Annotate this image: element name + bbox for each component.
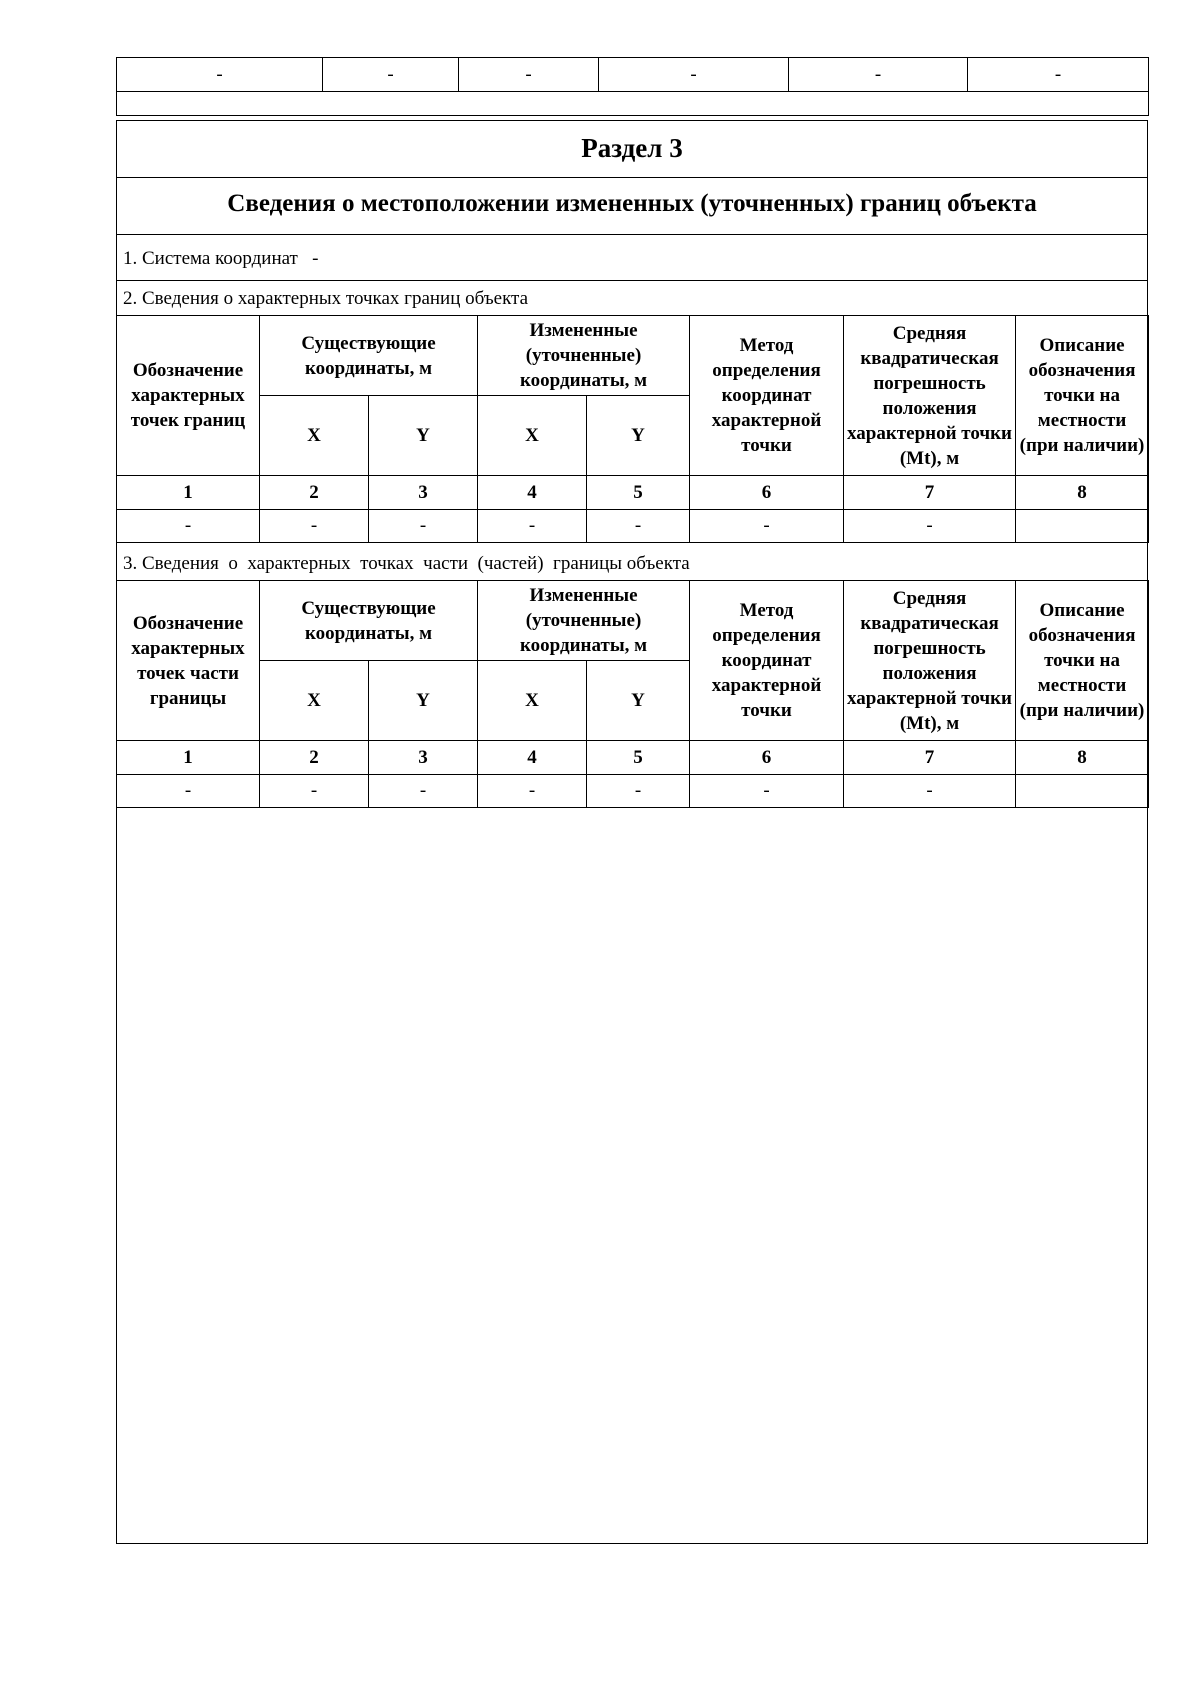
points-table [116,315,1149,543]
table-cell: - [369,510,478,543]
divider [116,177,1148,178]
table-cell: - [587,510,690,543]
column-number: 8 [1016,476,1149,510]
column-number: 4 [478,741,587,775]
part-points-table [116,580,1149,808]
column-number: 8 [1016,741,1149,775]
table-cell: - [117,510,260,543]
top-cell: - [599,58,789,92]
table-cell [1016,775,1149,808]
col-existing-coords: Существующие координаты, м [260,581,478,661]
table1-caption: 2. Сведения о характерных точках границ объекта [123,288,529,309]
divider [116,234,1148,235]
column-number: 5 [587,476,690,510]
table-cell: - [260,510,369,543]
column-number: 2 [260,476,369,510]
table-cell [1016,510,1149,543]
section-title: Раздел 3 [581,133,683,163]
table-cell: - [478,775,587,808]
divider [116,280,1148,281]
column-number: 5 [587,741,690,775]
table-cell: - [260,775,369,808]
col-x-changed: X [478,396,587,476]
col-method: Метод определения координат характерной точки [690,316,844,476]
col-x-existing: X [260,396,369,476]
column-number: 6 [690,741,844,775]
top-cell: - [117,58,323,92]
col-changed-coords: Измененные (уточненные) координаты, м [478,581,690,661]
col-mean-error: Средняя квадратическая погрешность положения характерной точки (Mt), м [844,581,1016,741]
column-number: 3 [369,741,478,775]
table2-caption: 3. Сведения о характерных точках части (частей) границы объекта [123,553,690,574]
table-cell: - [478,510,587,543]
column-number: 1 [117,741,260,775]
table-cell: - [117,775,260,808]
top-empty-row [117,92,1149,116]
column-number: 3 [369,476,478,510]
col-method: Метод определения координат характерной точки [690,581,844,741]
table-cell: - [369,775,478,808]
col-point-designation: Обозначение характерных точек границ [117,316,260,476]
column-number: 7 [844,741,1016,775]
col-x-changed: X [478,661,587,741]
table-cell: - [690,775,844,808]
top-cell: - [968,58,1149,92]
col-y-changed: Y [587,396,690,476]
section-subtitle: Сведения о местоположении измененных (уточненных) границ объекта [227,190,1037,217]
table-cell: - [587,775,690,808]
col-y-existing: Y [369,661,478,741]
col-point-designation: Обозначение характерных точек части границы [117,581,260,741]
col-existing-coords: Существующие координаты, м [260,316,478,396]
column-number: 6 [690,476,844,510]
table-cell: - [844,775,1016,808]
col-x-existing: X [260,661,369,741]
coord-system: 1. Система координат - [123,248,319,269]
col-description: Описание обозначения точки на местности (при наличии) [1016,316,1149,476]
top-cell: - [789,58,968,92]
table-cell: - [844,510,1016,543]
top-cell: - [459,58,599,92]
column-number: 1 [117,476,260,510]
col-mean-error: Средняя квадратическая погрешность положения характерной точки (Mt), м [844,316,1016,476]
table-cell: - [690,510,844,543]
col-y-changed: Y [587,661,690,741]
col-description: Описание обозначения точки на местности (при наличии) [1016,581,1149,741]
col-changed-coords: Измененные (уточненные) координаты, м [478,316,690,396]
column-number: 4 [478,476,587,510]
top-table [116,57,1149,116]
column-number: 7 [844,476,1016,510]
top-cell: - [323,58,459,92]
column-number: 2 [260,741,369,775]
col-y-existing: Y [369,396,478,476]
